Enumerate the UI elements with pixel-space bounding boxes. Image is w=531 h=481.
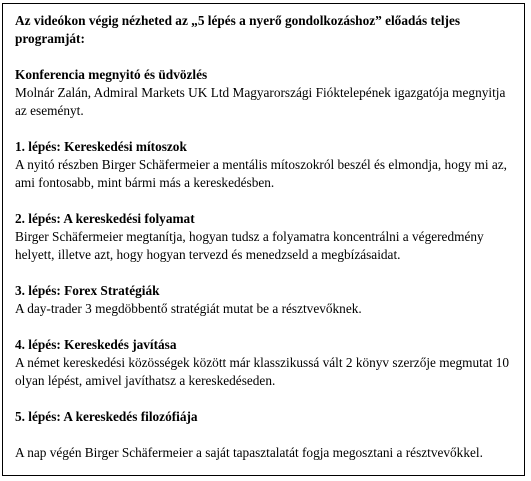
section-step-5 xyxy=(15,408,520,426)
section-opening xyxy=(15,66,520,120)
section-heading: Konferencia megnyitó és üdvözlés xyxy=(15,67,208,82)
section-step-1 xyxy=(15,138,520,192)
intro-text: Az videókon végig nézheted az „5 lépés a nyerő gondolkozáshoz” előadás teljes programját: xyxy=(15,13,461,46)
section-body: A nyitó részben Birger Schäfermeier a mentális mítoszokról beszél és elmondja, hogy mi az, ami fontosabb, mint bármi más a kereskedésben. xyxy=(15,157,507,190)
section-heading: 5. lépés: A kereskedés filozófiája xyxy=(15,409,198,424)
program-box xyxy=(2,3,525,476)
section-closing xyxy=(15,444,520,462)
section-heading: 2. lépés: A kereskedési folyamat xyxy=(15,211,195,226)
program-content xyxy=(15,12,520,480)
section-step-4 xyxy=(15,336,520,390)
intro-block xyxy=(15,12,520,48)
section-step-3 xyxy=(15,282,520,318)
section-body: A nap végén Birger Schäfermeier a saját tapasztalatát fogja megosztani a résztvevőkkel. xyxy=(15,445,483,460)
section-body: Molnár Zalán, Admiral Markets UK Ltd Magyarországi Fióktelepének igazgatója megnyitja az eseményt. xyxy=(15,85,506,118)
section-heading: 3. lépés: Forex Stratégiák xyxy=(15,283,160,298)
section-heading: 4. lépés: Kereskedés javítása xyxy=(15,337,177,352)
section-heading: 1. lépés: Kereskedési mítoszok xyxy=(15,139,187,154)
section-body: A day-trader 3 megdöbbentő stratégiát mutat be a résztvevőknek. xyxy=(15,301,362,316)
section-step-2 xyxy=(15,210,520,264)
section-body: A német kereskedési közösségek között már klasszikussá vált 2 könyv szerzője megmutat 10 olyan lépést, amivel javíthatsz a kereskedéseden. xyxy=(15,355,510,388)
section-body: Birger Schäfermeier megtanítja, hogyan tudsz a folyamatra koncentrálni a végeredmény helyett, illetve azt, hogy hogyan tervezd és menedzseld a megbízásaidat. xyxy=(15,229,484,262)
